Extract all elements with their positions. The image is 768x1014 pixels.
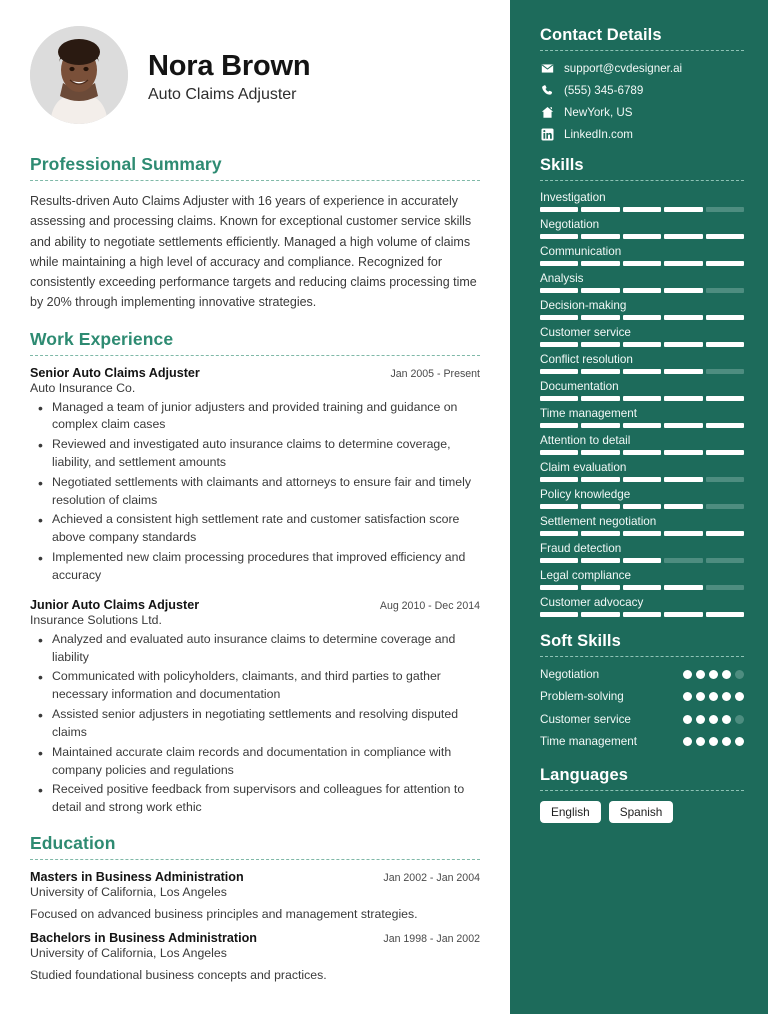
skill-label: Customer advocacy (540, 596, 644, 609)
section-professional-summary (30, 154, 480, 313)
skill-segment (664, 261, 702, 266)
soft-skill-dot (683, 692, 692, 701)
soft-skill-item (540, 734, 744, 750)
skill-segment (664, 477, 702, 482)
skill-item (540, 299, 744, 320)
skill-segment (623, 261, 661, 266)
skill-level-bar (540, 558, 744, 563)
skill-segment (706, 612, 744, 617)
job-organization: Insurance Solutions Ltd. (30, 612, 162, 627)
soft-skill-label: Time management (540, 735, 638, 749)
soft-skill-dot (722, 715, 731, 724)
experience-bullets (30, 631, 480, 817)
contact-item[interactable] (540, 127, 744, 141)
sidebar-heading: Skills (540, 156, 584, 174)
skill-item (540, 596, 744, 617)
experience-bullet: • Achieved a consistent high settlement rate and customer satisfaction score above company standards (30, 511, 480, 547)
skill-segment (540, 396, 578, 401)
soft-skill-item (540, 712, 744, 728)
skill-segment (623, 504, 661, 509)
skill-segment (540, 369, 578, 374)
skill-segment (664, 369, 702, 374)
experience-bullet: • Received positive feedback from supervisors and colleagues for attention to detail and strong work ethic (30, 781, 480, 817)
skill-segment (540, 207, 578, 212)
skill-item (540, 380, 744, 401)
skill-segment (664, 396, 702, 401)
soft-skill-item (540, 667, 744, 683)
skill-segment (623, 423, 661, 428)
contact-list (540, 61, 744, 141)
skill-segment (623, 477, 661, 482)
section-work-experience (30, 329, 480, 818)
contact-value: support@cvdesigner.ai (564, 61, 683, 75)
skill-segment (581, 234, 619, 239)
section-skills (540, 156, 744, 617)
skill-segment (581, 207, 619, 212)
soft-skill-dot (709, 737, 718, 746)
section-heading: Work Experience (30, 328, 174, 349)
skill-segment (706, 423, 744, 428)
experience-bullet: • Communicated with policyholders, claimants, and third parties to gather necessary information and documentation (30, 668, 480, 704)
experience-bullet: • Implemented new claim processing procedures that improved efficiency and accuracy (30, 549, 480, 585)
skill-segment (623, 369, 661, 374)
skill-segment (581, 504, 619, 509)
skill-segment (540, 504, 578, 509)
soft-skill-dot (696, 737, 705, 746)
sidebar-heading: Contact Details (540, 26, 662, 44)
languages-list (540, 801, 744, 823)
education-dates: Jan 2002 - Jan 2004 (383, 872, 480, 885)
skill-segment (540, 315, 578, 320)
contact-value: NewYork, US (564, 105, 633, 119)
education-school: University of California, Los Angeles (30, 946, 227, 961)
skill-label: Attention to detail (540, 434, 631, 447)
soft-skill-dot (722, 670, 731, 679)
skill-label: Customer service (540, 326, 631, 339)
skill-segment (581, 531, 619, 536)
skill-segment (706, 342, 744, 347)
skill-segment (623, 450, 661, 455)
soft-skill-rating (683, 734, 744, 746)
soft-skill-label: Negotiation (540, 668, 600, 681)
skill-level-bar (540, 504, 744, 509)
skill-item (540, 218, 744, 239)
skill-segment (706, 261, 744, 266)
skill-label: Documentation (540, 380, 619, 393)
job-dates: Jan 2005 - Present (390, 367, 480, 380)
email-icon (540, 61, 554, 75)
soft-skill-dot (735, 670, 744, 679)
resume-header (30, 26, 480, 124)
profile-photo-icon (30, 26, 128, 124)
education-school: University of California, Los Angeles (30, 885, 227, 900)
skill-item (540, 326, 744, 347)
skill-segment (623, 531, 661, 536)
skill-segment (540, 234, 578, 239)
soft-skill-rating (683, 667, 744, 679)
section-soft-skills (540, 632, 744, 751)
skill-segment (623, 234, 661, 239)
skill-segment (581, 396, 619, 401)
skill-segment (581, 423, 619, 428)
soft-skill-dot (722, 737, 731, 746)
skill-segment (706, 450, 744, 455)
skill-segment (664, 531, 702, 536)
skill-segment (706, 207, 744, 212)
education-description: Studied foundational business concepts and practices. (30, 968, 327, 983)
education-entry (30, 931, 480, 982)
soft-skill-rating (683, 712, 744, 724)
experience-bullet: • Maintained accurate claim records and documentation in compliance with company policies and regulations (30, 744, 480, 780)
soft-skill-dot (735, 692, 744, 701)
skill-segment (623, 585, 661, 590)
skill-item (540, 434, 744, 455)
skill-segment (540, 342, 578, 347)
section-divider (30, 180, 480, 181)
skill-segment (664, 315, 702, 320)
experience-bullet: • Managed a team of junior adjusters and provided training and guidance on complex claim cases (30, 399, 480, 435)
skill-segment (540, 288, 578, 293)
soft-skill-dot (709, 692, 718, 701)
skill-label: Legal compliance (540, 569, 631, 582)
skill-segment (664, 342, 702, 347)
home-icon (540, 105, 554, 119)
experience-bullet: • Reviewed and investigated auto insurance claims to determine coverage, liability, and settlement amounts (30, 436, 480, 472)
skill-label: Analysis (540, 272, 584, 285)
section-divider (30, 859, 480, 860)
skill-level-bar (540, 234, 744, 239)
skill-segment (623, 558, 661, 563)
section-heading: Professional Summary (30, 154, 222, 174)
skill-segment (664, 288, 702, 293)
soft-skill-dot (696, 670, 705, 679)
skill-level-bar (540, 315, 744, 320)
soft-skill-dot (709, 715, 718, 724)
skill-item (540, 542, 744, 563)
skill-level-bar (540, 288, 744, 293)
skill-level-bar (540, 261, 744, 266)
skill-level-bar (540, 369, 744, 374)
skill-segment (664, 234, 702, 239)
skill-label: Communication (540, 245, 622, 258)
page-title: Nora Brown (148, 49, 311, 82)
language-chip[interactable]: Spanish (609, 801, 674, 823)
skill-level-bar (540, 207, 744, 212)
sidebar-divider (540, 50, 744, 51)
skill-segment (706, 369, 744, 374)
skill-level-bar (540, 477, 744, 482)
sidebar-divider (540, 180, 744, 181)
skill-segment (581, 585, 619, 590)
job-role: Junior Auto Claims Adjuster (30, 597, 200, 612)
skill-item (540, 488, 744, 509)
job-title: Auto Claims Adjuster (148, 86, 297, 104)
skill-label: Settlement negotiation (540, 515, 657, 528)
skill-label: Conflict resolution (540, 353, 633, 366)
skill-level-bar (540, 423, 744, 428)
skill-label: Decision-making (540, 299, 627, 312)
skill-segment (664, 504, 702, 509)
soft-skills-list (540, 667, 744, 751)
contact-item[interactable] (540, 83, 744, 97)
sidebar-divider (540, 656, 744, 657)
soft-skill-rating (683, 689, 744, 701)
section-contact-details (540, 26, 744, 141)
language-chip[interactable]: English (540, 801, 601, 823)
skill-item (540, 353, 744, 374)
skill-segment (581, 369, 619, 374)
skill-level-bar (540, 612, 744, 617)
section-divider (30, 355, 480, 356)
skill-item (540, 569, 744, 590)
education-description: Focused on advanced business principles and management strategies. (30, 907, 418, 922)
job-dates: Aug 2010 - Dec 2014 (379, 599, 480, 612)
education-degree: Masters in Business Administration (30, 870, 244, 885)
skill-segment (623, 288, 661, 293)
contact-value: (555) 345-6789 (564, 83, 644, 97)
skill-level-bar (540, 531, 744, 536)
skill-segment (540, 423, 578, 428)
sidebar-divider (540, 790, 744, 791)
soft-skill-label: Problem-solving (540, 690, 624, 704)
job-role: Senior Auto Claims Adjuster (30, 365, 200, 380)
skill-item (540, 407, 744, 428)
skill-segment (540, 558, 578, 563)
skill-segment (706, 315, 744, 320)
skill-segment (664, 558, 702, 563)
section-languages (540, 766, 744, 823)
job-organization: Auto Insurance Co. (30, 380, 136, 395)
sidebar (510, 0, 768, 1014)
skill-segment (623, 207, 661, 212)
education-degree: Bachelors in Business Administration (30, 931, 257, 946)
education-header (30, 870, 480, 884)
skill-item (540, 245, 744, 266)
skill-item (540, 461, 744, 482)
experience-entry (30, 598, 480, 817)
skill-item (540, 191, 744, 212)
skill-level-bar (540, 342, 744, 347)
skill-segment (581, 612, 619, 617)
skill-label: Time management (540, 407, 638, 420)
skill-segment (706, 585, 744, 590)
skill-segment (664, 207, 702, 212)
experience-header (30, 366, 480, 380)
skill-segment (581, 477, 619, 482)
soft-skill-dot (696, 715, 705, 724)
education-dates: Jan 1998 - Jan 2002 (383, 933, 480, 946)
skill-segment (623, 612, 661, 617)
skill-segment (706, 396, 744, 401)
skill-segment (581, 315, 619, 320)
contact-item[interactable] (540, 61, 744, 75)
education-header (30, 931, 480, 945)
phone-icon (540, 83, 554, 97)
sidebar-heading: Soft Skills (540, 632, 621, 650)
skill-segment (664, 612, 702, 617)
skills-list (540, 191, 744, 617)
soft-skill-dot (696, 692, 705, 701)
skill-segment (664, 423, 702, 428)
skill-segment (664, 450, 702, 455)
skill-segment (581, 288, 619, 293)
skill-segment (623, 396, 661, 401)
skill-item (540, 272, 744, 293)
skill-segment (664, 585, 702, 590)
skill-segment (581, 450, 619, 455)
skill-segment (623, 342, 661, 347)
experience-entry (30, 366, 480, 585)
soft-skill-dot (683, 737, 692, 746)
skill-segment (540, 612, 578, 617)
summary-text: Results-driven Auto Claims Adjuster with 16 years of experience in accurately assessing and processing claims. Known for exceptional customer service skills and ability to negotiate settlements efficiently. Managed a high volume of claims while maintaining a high level of accuracy and compliance. Recognized for consistently exceeding performance targets and reducing claims processing time by 20% through implementing innovative strategies. (30, 194, 477, 310)
skill-level-bar (540, 585, 744, 590)
skill-segment (540, 585, 578, 590)
soft-skill-dot (683, 670, 692, 679)
experience-bullet: • Negotiated settlements with claimants and attorneys to ensure fair and timely resolution of claims (30, 474, 480, 510)
contact-value: LinkedIn.com (564, 127, 633, 141)
soft-skill-label: Customer service (540, 712, 631, 726)
experience-bullet: • Assisted senior adjusters in negotiating settlements and resolving disputed claims (30, 706, 480, 742)
experience-list (30, 366, 480, 818)
skill-label: Fraud detection (540, 542, 622, 555)
soft-skill-dot (683, 715, 692, 724)
avatar (30, 26, 128, 124)
skill-segment (540, 261, 578, 266)
experience-bullet: • Analyzed and evaluated auto insurance claims to determine coverage and liability (30, 631, 480, 667)
skill-segment (706, 558, 744, 563)
skill-segment (581, 558, 619, 563)
skill-segment (540, 531, 578, 536)
soft-skill-item (540, 689, 744, 705)
soft-skill-dot (722, 692, 731, 701)
experience-bullets (30, 399, 480, 585)
name-block (148, 46, 310, 104)
skill-segment (706, 234, 744, 239)
skill-label: Investigation (540, 191, 606, 204)
skill-segment (706, 531, 744, 536)
skill-level-bar (540, 396, 744, 401)
contact-item[interactable] (540, 105, 744, 119)
skill-segment (581, 261, 619, 266)
soft-skill-dot (735, 715, 744, 724)
skill-segment (706, 504, 744, 509)
skill-item (540, 515, 744, 536)
sidebar-heading: Languages (540, 765, 629, 784)
soft-skill-dot (735, 737, 744, 746)
skill-segment (581, 342, 619, 347)
skill-label: Claim evaluation (540, 461, 627, 474)
skill-segment (623, 315, 661, 320)
soft-skill-dot (709, 670, 718, 679)
experience-header (30, 598, 480, 612)
skill-segment (540, 450, 578, 455)
education-entry (30, 870, 480, 921)
section-education (30, 833, 480, 982)
linkedin-icon (540, 127, 554, 141)
section-heading: Education (30, 833, 116, 854)
education-list (30, 870, 480, 982)
skill-level-bar (540, 450, 744, 455)
skill-label: Policy knowledge (540, 488, 631, 501)
skill-segment (540, 477, 578, 482)
skill-segment (706, 288, 744, 293)
skill-label: Negotiation (540, 218, 600, 231)
skill-segment (706, 477, 744, 482)
